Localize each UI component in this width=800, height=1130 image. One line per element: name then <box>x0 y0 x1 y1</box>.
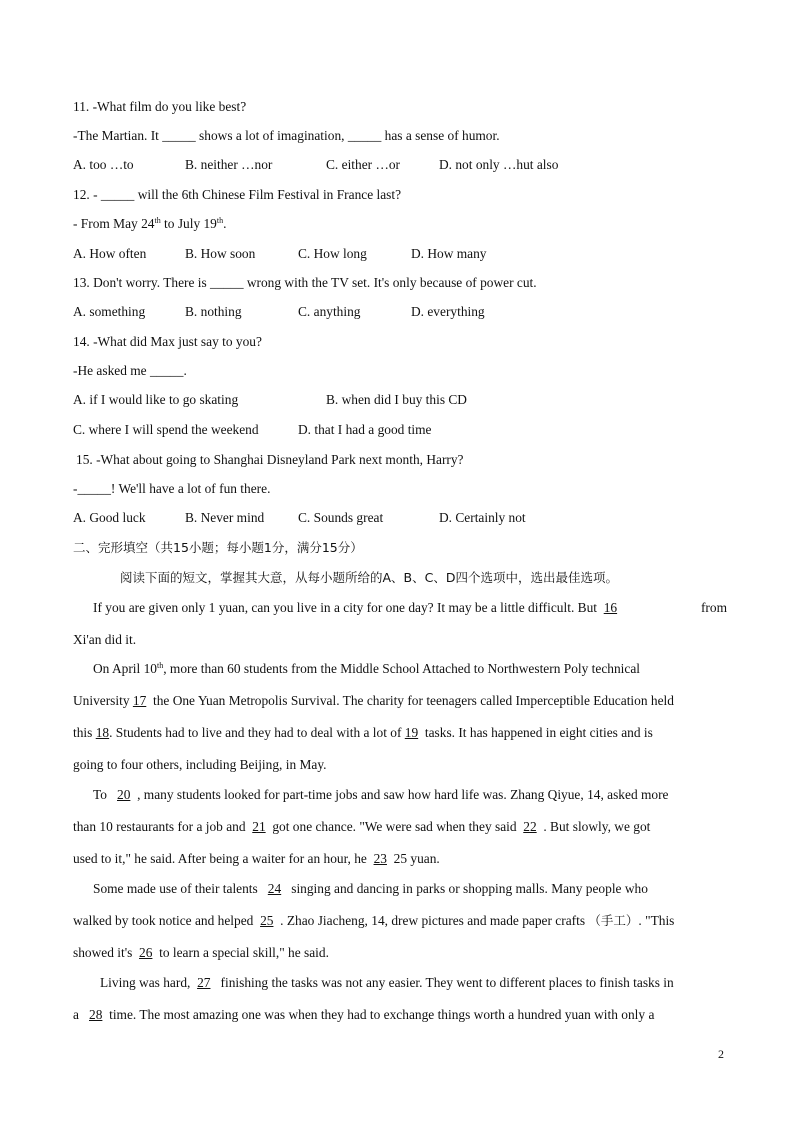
q12-question: 12. - _____ will the 6th Chinese Film Festival in France last? <box>73 187 402 202</box>
blank-26: 26 <box>139 945 153 960</box>
q11-options <box>73 157 733 173</box>
passage-line-8: than 10 restaurants for a job and 21 got one chance. "We were sad when they said 22 . But slowly, we got <box>73 819 651 834</box>
passage-line-11: walked by took notice and helped 25 . Zhao Jiacheng, 14, drew pictures and made paper crafts （手工）. "This <box>73 913 675 928</box>
q15-option-c: C. Sounds great <box>298 510 384 525</box>
page-number: 2 <box>718 1047 724 1061</box>
q14-option-a: A. if I would like to go skating <box>73 392 239 407</box>
q14-option-d: D. that I had a good time <box>298 422 432 437</box>
q14-option-c: C. where I will spend the weekend <box>73 422 259 437</box>
q15-question: 15. -What about going to Shanghai Disneyland Park next month, Harry? <box>76 452 464 467</box>
q11-option-a: A. too …to <box>73 157 134 172</box>
q14-options-row2 <box>73 422 733 438</box>
q13-option-a: A. something <box>73 304 146 319</box>
q11-option-c: C. either …or <box>326 157 401 172</box>
q14-option-b: B. when did I buy this CD <box>326 392 467 407</box>
q13-option-b: B. nothing <box>185 304 242 319</box>
q14-question: 14. -What did Max just say to you? <box>73 334 262 349</box>
section-instruction: 阅读下面的短文，掌握其大意，从每小题所给的A、B、C、D四个选项中，选出最佳选项。 <box>120 570 618 585</box>
q12-answer: - From May 24th to July 19th. <box>73 216 227 231</box>
passage-line-1: If you are given only 1 yuan, can you live in a city for one day? It may be a little difficult. But 16 from <box>93 600 727 615</box>
passage-line-12: showed it's 26 to learn a special skill," he said. <box>73 945 329 960</box>
q13-option-c: C. anything <box>298 304 361 319</box>
blank-18: 18 <box>95 725 110 740</box>
blank-16: 16 <box>603 600 618 615</box>
q13-question: 13. Don't worry. There is _____ wrong with the TV set. It's only because of power cut. <box>73 275 537 290</box>
blank-17: 17 <box>132 693 147 708</box>
blank-20: 20 <box>117 787 131 802</box>
passage-line-9: used to it," he said. After being a waiter for an hour, he 23 25 yuan. <box>73 851 440 866</box>
passage-line-14: a 28 time. The most amazing one was when they had to exchange things worth a hundred yuan with only a <box>73 1007 655 1022</box>
blank-27: 27 <box>197 975 211 990</box>
passage-line-10: Some made use of their talents 24 singing and dancing in parks or shopping malls. Many people who <box>93 881 648 896</box>
blank-25: 25 <box>260 913 274 928</box>
blank-19: 19 <box>404 725 419 740</box>
q12-option-b: B. How soon <box>185 246 256 261</box>
passage-line-6: going to four others, including Beijing, in May. <box>73 757 327 772</box>
passage-line-4: University 17 the One Yuan Metropolis Survival. The charity for teenagers called Imperceptible Education held <box>73 693 674 708</box>
q13-option-d: D. everything <box>411 304 485 319</box>
passage-line-3: On April 10th, more than 60 students from the Middle School Attached to Northwestern Poly technical <box>93 661 640 676</box>
blank-28: 28 <box>89 1007 103 1022</box>
passage-line-2: Xi'an did it. <box>73 632 137 647</box>
q12-option-c: C. How long <box>298 246 367 261</box>
blank-22: 22 <box>523 819 537 834</box>
q14-answer: -He asked me _____. <box>73 363 187 378</box>
q15-option-d: D. Certainly not <box>439 510 526 525</box>
q12-option-a: A. How often <box>73 246 147 261</box>
q13-options <box>73 304 733 320</box>
q15-option-b: B. Never mind <box>185 510 265 525</box>
q14-options-row1 <box>73 392 733 408</box>
blank-23: 23 <box>373 851 387 866</box>
q12-options <box>73 246 733 262</box>
q11-option-d: D. not only …hut also <box>439 157 559 172</box>
passage-line-13: Living was hard, 27 finishing the tasks was not any easier. They went to different places to finish tasks in <box>100 975 674 990</box>
section-heading: 二、完形填空（共15小题；每小题1分，满分15分） <box>73 540 363 555</box>
q15-answer: -_____! We'll have a lot of fun there. <box>73 481 271 496</box>
q11-option-b: B. neither …nor <box>185 157 273 172</box>
q12-option-d: D. How many <box>411 246 487 261</box>
passage-line-7: To 20 , many students looked for part-time jobs and saw how hard life was. Zhang Qiyue, 14, asked more <box>93 787 669 802</box>
passage-line-5: this 18. Students had to live and they had to deal with a lot of 19 tasks. It has happened in eight cities and is <box>73 725 653 740</box>
q11-answer: -The Martian. It _____ shows a lot of imagination, _____ has a sense of humor. <box>73 128 500 143</box>
blank-21: 21 <box>252 819 266 834</box>
q15-options <box>73 510 733 526</box>
blank-24: 24 <box>267 881 282 896</box>
q11-question: 11. -What film do you like best? <box>73 99 247 114</box>
q15-option-a: A. Good luck <box>73 510 146 525</box>
